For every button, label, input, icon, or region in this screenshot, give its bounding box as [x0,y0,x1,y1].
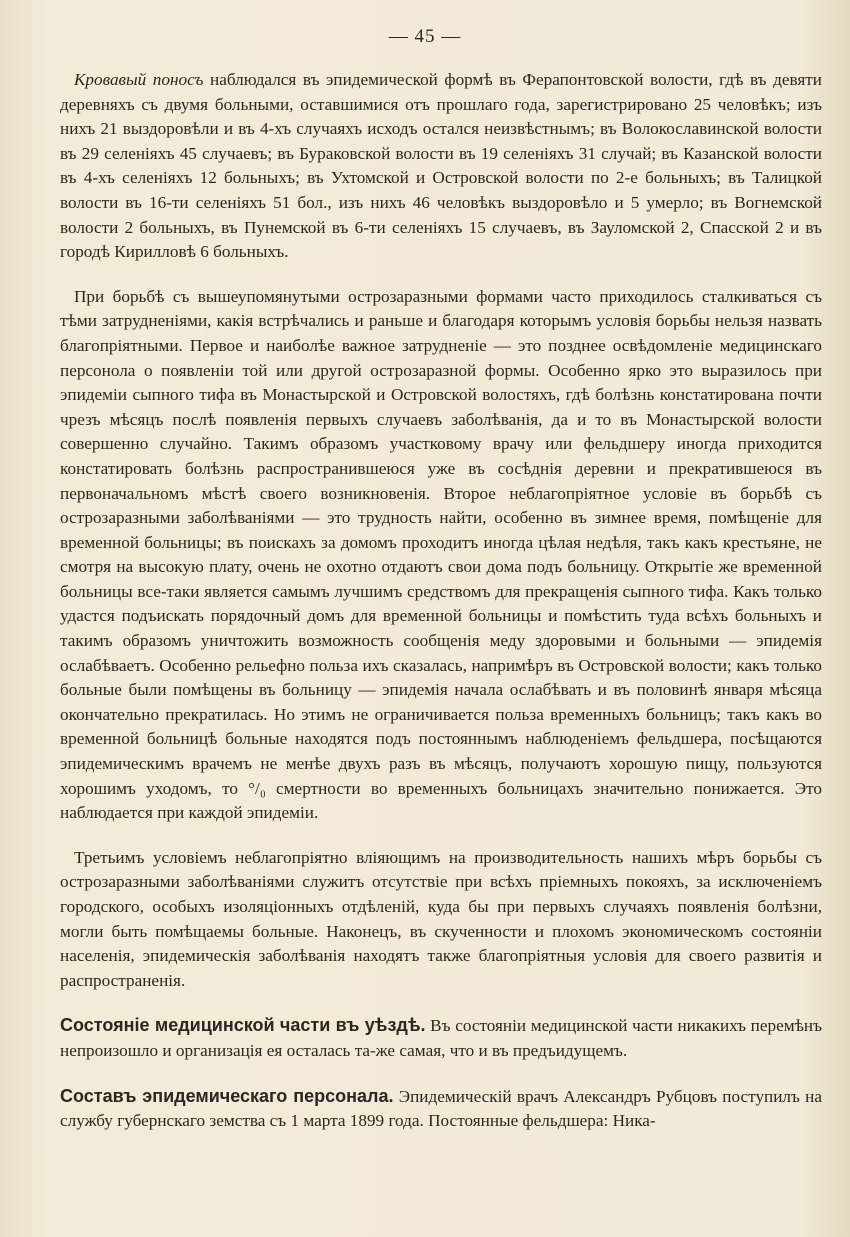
paragraph-text: При борьбѣ съ вышеупомянутыми острозаразными формами часто приходилось сталкиваться съ тѣми затрудненіями, какія встрѣчались и раньше и благодаря которымъ условія борьбы нельзя назвать благопріятными. Первое и наиболѣе важное затрудненіе — это позднее освѣдомленіе медицинскаго персонола о появленіи той или другой острозаразной формы. Особенно ярко это выразилось при эпидеміи сыпного тифа въ Монастырской и Островской волостяхъ, гдѣ болѣзнь констатирована почти чрезъ мѣсяцъ послѣ появленія первыхъ случаевъ заболѣванія, да и то въ Монастырской волости совершенно случайно. Такимъ образомъ участковому врачу или фельдшеру иногда приходится констатировать болѣзнь распространившеюся уже въ сосѣднія деревни и прекратившеюся въ первоначальномъ мѣстѣ своего возникновенія. Второе неблагопріятное условіе въ борьбѣ съ острозаразными заболѣваніями — это трудность найти, особенно въ зимнее время, помѣщеніе для временной больницы; въ поискахъ за домомъ проходитъ иногда цѣлая недѣля, такъ какъ крестьяне, не смотря на высокую плату, очень не охотно отдаютъ свои дома подъ больницу. Открытіе же временной больницы все-таки является самымъ лучшимъ средствомъ для прекращенія сыпного тифа. Какъ только удастся подъискать порядочный домъ для временной больницы и помѣстить туда всѣхъ больныхъ и такимъ образомъ уничтожить возможность сообщенія меду здоровыми и больными — эпидемія ослабѣваетъ. Особенно рельефно польза ихъ сказалась, напримѣръ въ Островской волости; какъ только больные были помѣщены въ больницу — эпидемія начала ослабѣвать и въ половинѣ января мѣсяца окончательно прекратилась. Но этимъ не ограничивается польза временныхъ больницъ; такъ какъ во временной больницѣ больные находятся подъ постояннымъ наблюденіемъ фельдшера, посѣщаются эпидемическимъ врачемъ не менѣе двухъ разъ въ мѣсяцъ, получаютъ хорошую пищу, пользуются хорошимъ уходомъ, то °/₀ смертности во временныхъ больницахъ значительно понижается. Это наблюдается при каждой эпидеміи. [60,286,822,823]
paragraph-third-condition [60,846,822,994]
section-medical-state [60,1013,822,1063]
section-text: Эпидемическій врачъ Александръ Рубцовъ поступилъ на службу губернскаго земства съ 1 марта 1899 года. Постоянные фельдшера: Ника- [60,1086,822,1131]
section-heading: Состояніе медицинской части въ уѣздѣ. [60,1015,426,1036]
paragraph-difficulties [60,285,822,826]
section-epidemic-staff [60,1084,822,1134]
body-text [60,68,822,1154]
page-number: — 45 — [388,26,462,47]
section-text: Въ состояніи медицинской части никакихъ перемѣнъ непроизошло и организація ея осталась та-же самая, что и въ предъидущемъ. [60,1016,822,1060]
paragraph-text: наблюдался въ эпидемической формѣ въ Ферапонтовской волости, гдѣ въ девяти деревняхъ съ двумя больными, оставшимися отъ прошлаго года, зарегистрировано 25 человѣкъ; изъ нихъ 21 выздоровѣли и въ 4-хъ случаяхъ исходъ остался неизвѣстнымъ; въ Волокославинской волости въ 29 селеніяхъ 45 случаевъ; въ Бураковской волости въ 19 селеніяхъ 31 случай; въ Казанской волости въ 4-хъ селеніяхъ 12 больныхъ; въ Ухтомской и Островской волости по 2-е больныхъ; въ Талицкой волости въ 16-ти селеніяхъ 51 бол., изъ нихъ 46 человѣкъ выздоровѣло и 5 умерло; въ Вогнемской волости 2 больныхъ, въ Пунемской въ 6-ти селеніяхъ 15 случаевъ, въ Зауломской 2, Спасской 2 и въ городѣ Кирилловѣ 6 больныхъ. [60,70,822,262]
paragraph-lead: Кровавый поносъ [74,70,204,89]
paragraph-dysentery [60,68,822,265]
section-heading: Составъ эпидемическаго персонала. [60,1085,394,1106]
paragraph-text: Третьимъ условіемъ неблагопріятно вліяющимъ на производительность нашихъ мѣръ борьбы съ острозаразными заболѣваніями служитъ отсутствіе при всѣхъ пріемныхъ покояхъ, за исключеніемъ городского, особыхъ изоляціонныхъ отдѣленій, куда бы при первыхъ случаяхъ появленія болѣзни, могли быть помѣщаемы больные. Наконецъ, въ скученности и плохомъ экономическомъ состояніи населенія, эпидемическія заболѣванія находятъ также благопріятныя условія для своего развитія и распространенія. [60,847,822,990]
